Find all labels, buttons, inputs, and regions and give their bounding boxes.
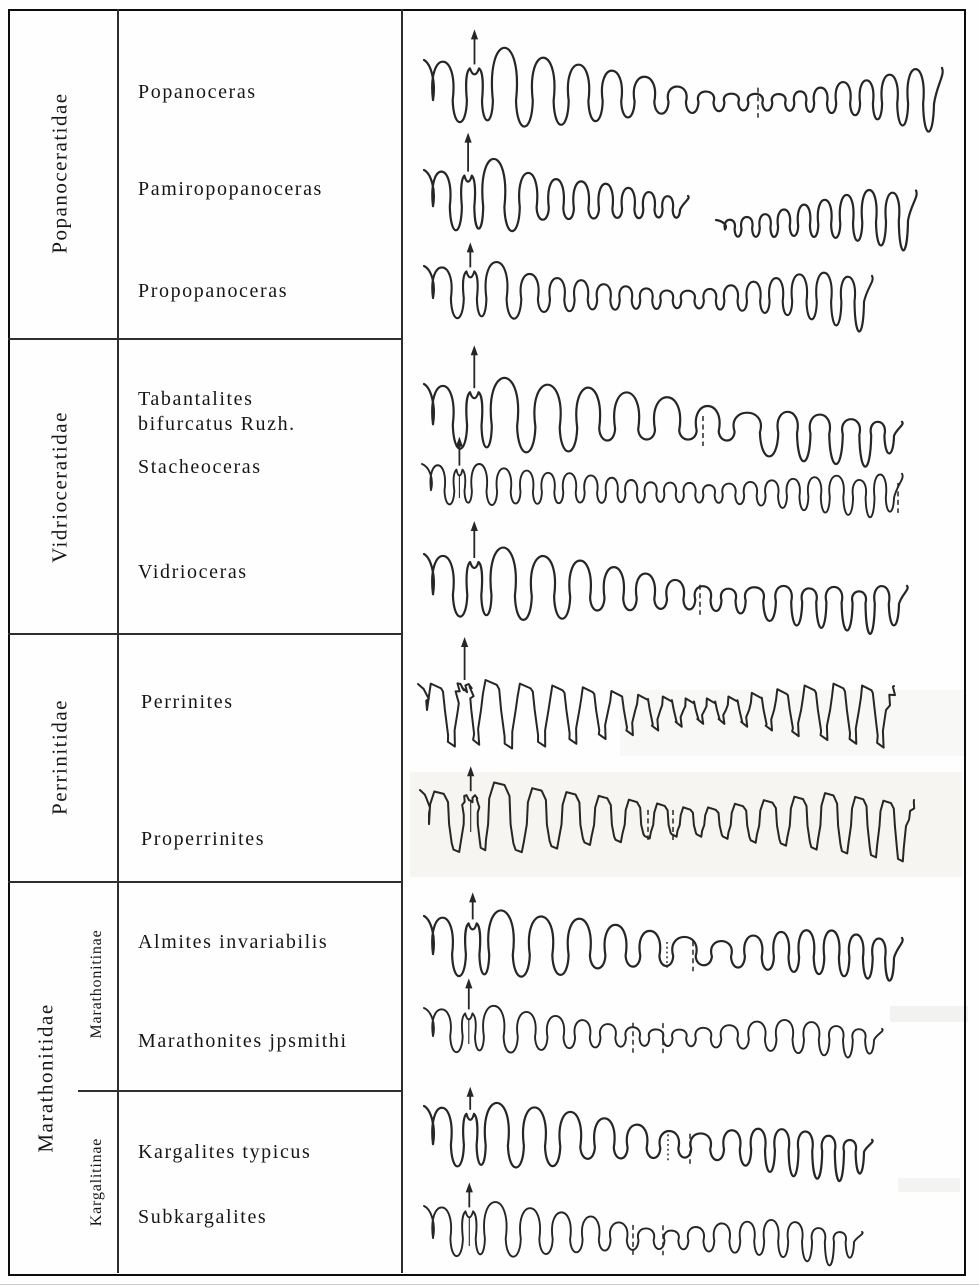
genus-label-marathonites-jpsmithi: Marathonites jpsmithi (138, 1030, 348, 1052)
suture-subkargalites (404, 1194, 964, 1278)
suture-line (424, 1202, 863, 1265)
genus-label-propopanoceras: Propopanoceras (138, 280, 289, 302)
divider-popanoceratidae-vidrioceratidae (8, 338, 402, 340)
genus-label-subkargalites: Subkargalites (138, 1206, 268, 1228)
suture-line (424, 910, 903, 980)
suture-line (422, 464, 903, 517)
divider-family-genus (117, 9, 119, 1273)
divider-marathonitinae-kargalitinae (78, 1090, 402, 1092)
suture-line (424, 1006, 883, 1058)
suture-almites-invariabilis (404, 900, 964, 1002)
genus-label-almites-invariabilis: Almites invariabilis (138, 931, 329, 953)
suture-marathonites-jpsmithi (404, 1002, 964, 1074)
genus-label-pamiropopanoceras: Pamiropopanoceras (138, 178, 323, 200)
suture-line (424, 1103, 873, 1181)
subfamily-label-kargalitinae: Kargalitinae (88, 1137, 105, 1227)
genus-label-popanoceras: Popanoceras (138, 81, 257, 103)
suture-line (420, 783, 914, 862)
suture-popanoceras (404, 30, 964, 140)
suture-properrinites (404, 770, 964, 880)
suture-vidrioceras (404, 528, 964, 642)
family-label-vidrioceratidae: Vidrioceratidae (47, 411, 72, 563)
suture-line (424, 262, 873, 331)
genus-label-kargalites-typicus: Kargalites typicus (138, 1141, 312, 1163)
suture-stacheoceras (404, 444, 964, 522)
genus-label-properrinites: Properrinites (141, 828, 266, 850)
family-label-popanoceratidae: Popanoceratidae (47, 92, 72, 254)
suture-propopanoceras (404, 248, 964, 334)
genus-label-tabantalites-bifurcatus-ruzh: Tabantalites bifurcatus Ruzh. (138, 388, 296, 435)
suture-line (716, 190, 917, 250)
suture-line (424, 159, 689, 231)
subfamily-label-marathonitinae: Marathonitinae (88, 929, 105, 1039)
suture-line (424, 48, 943, 132)
family-label-perrinitidae: Perrinitidae (47, 699, 72, 815)
genus-label-vidrioceras: Vidrioceras (138, 561, 248, 583)
divider-genus-suture (401, 9, 403, 1273)
genus-label-stacheoceras: Stacheoceras (138, 456, 262, 478)
suture-perrinites (404, 646, 964, 766)
scan-edge-artifact (0, 1284, 979, 1285)
suture-kargalites-typicus (404, 1092, 964, 1198)
divider-vidrioceratidae-perrinitidae (8, 633, 402, 635)
suture-line (418, 680, 895, 749)
genus-label-perrinites: Perrinites (141, 691, 234, 713)
suture-pamiropopanoceras (404, 136, 964, 252)
suture-line (424, 548, 908, 634)
family-label-marathonitidae: Marathonitidae (33, 1003, 58, 1153)
orientation-arrow-head (471, 29, 478, 39)
divider-perrinitidae-marathonitidae (8, 881, 402, 883)
